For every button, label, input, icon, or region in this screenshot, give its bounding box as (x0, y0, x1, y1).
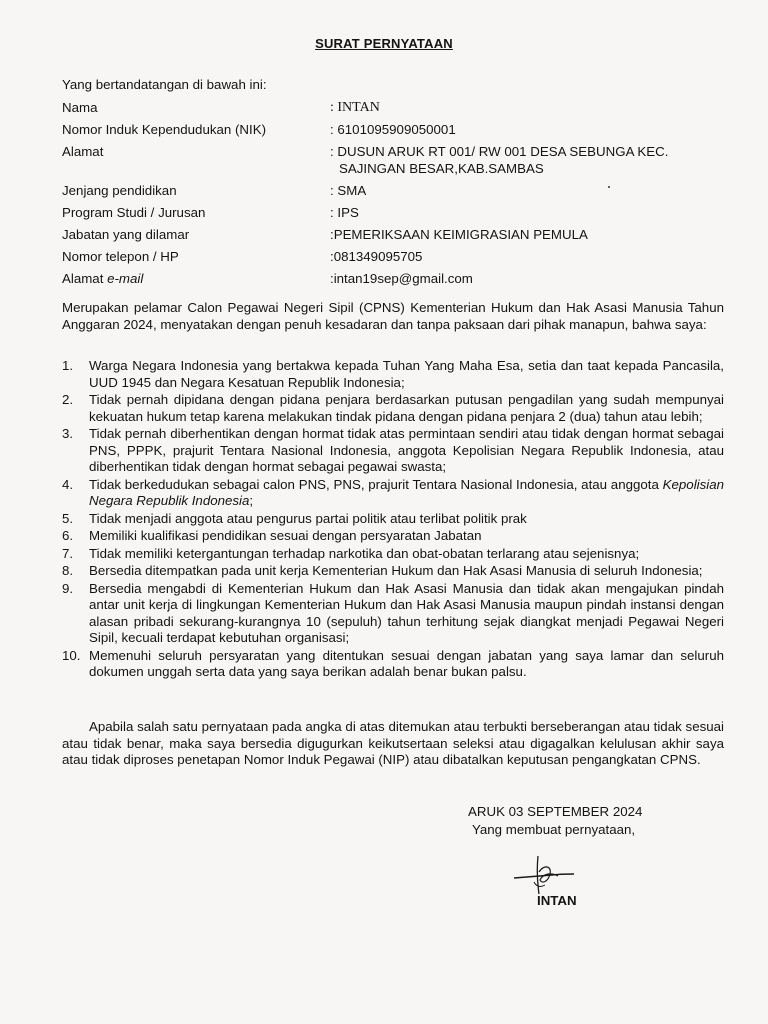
list-item-text-main: Bersedia mengabdi di Kementerian Hukum dan Hak Asasi Manusia dan tidak akan mengajukan pindah antar unit kerja di lingkungan Kementerian Hukum dan Hak Asasi Manusia maupun pindah instansi dengan alasan pribadi sekurang-kurangnya 10 (sepuluh) tahun terhitung sejak diangkat menjadi Pegawai Negeri Sipil, kecuali terdapat kebutuhan organisasi; (89, 580, 724, 645)
field-value: : IPS (330, 205, 359, 220)
maker-label: Yang membuat pernyataan, (472, 822, 636, 837)
list-item-text-main: Memiliki kualifikasi pendidikan sesuai dengan persyaratan Jabatan (89, 528, 482, 543)
statement-paragraph: Merupakan pelamar Calon Pegawai Negeri Sipil (CPNS) Kementerian Hukum dan Hak Asasi Manusia Tahun Anggaran 2024, menyatakan dengan penuh kesadaran dan tanpa paksaan dari pihak manapun, bahwa saya: (62, 300, 724, 332)
list-item (62, 392, 724, 425)
field-value: :081349095705 (330, 249, 423, 264)
closing-paragraph: Apabila salah satu pernyataan pada angka di atas ditemukan atau terbukti berseberangan atau tidak sesuai atau tidak benar, maka saya bersedia digugurkan keikutsertaan seleksi atau digagalkan kelulusan akhir saya atau tidak diproses penetapan Nomor Induk Pegawai (NIP) atau dibatalkan keputusan pengangkatan CPNS. (62, 719, 724, 767)
list-item (62, 358, 724, 391)
list-item-text-main: Tidak memiliki ketergantungan terhadap narkotika dan obat-obatan terlarang atau sejenisnya; (89, 545, 640, 561)
list-item-number: 8. (62, 563, 74, 578)
list-item-text-main: Tidak pernah diberhentikan dengan hormat tidak atas permintaan sendiri atau tidak dengan hormat sebagai PNS, PPPK, prajurit Tentara Nasional Indonesia, anggota Kepolisian Negara Republik Indonesia, atau diberhentikan tidak dengan hormat sebagai pegawai swasta; (89, 426, 724, 474)
list-item-text (89, 426, 724, 476)
list-item (62, 511, 724, 528)
list-item-text-main: Tidak berkedudukan sebagai calon PNS, PNS, prajurit Tentara Nasional Indonesia, atau anggota (89, 476, 663, 492)
list-item-text (89, 546, 724, 563)
list-item-text (89, 648, 724, 681)
field-label: Nomor Induk Kependudukan (NIK) (62, 122, 266, 137)
field-value: : SMA (330, 183, 367, 198)
list-item-text (89, 528, 724, 545)
list-item-number: 4. (62, 476, 74, 492)
list-item-text (89, 358, 724, 391)
field-telepon (62, 248, 722, 265)
field-jenjang (62, 182, 722, 199)
field-label: Jenjang pendidikan (62, 183, 177, 198)
place-date: ARUK 03 SEPTEMBER 2024 (468, 804, 643, 819)
list-item-number: 9. (62, 580, 74, 596)
list-item-text (89, 511, 724, 528)
list-item-text-main: Tidak pernah dipidana dengan pidana penjara berdasarkan putusan pengadilan yang sudah mempunyai kekuatan hukum tetap karena melakukan tindak pidana dengan pidana penjara 2 (dua) tahun atau lebih; (89, 392, 724, 424)
list-item-text-main: Memenuhi seluruh persyaratan yang ditentukan sesuai dengan jabatan yang saya lamar dan seluruh dokumen unggah serta data yang saya berikan adalah benar bukan palsu. (89, 647, 724, 679)
field-email (62, 270, 722, 287)
list-item-text (89, 477, 724, 510)
field-value: : 6101095909050001 (330, 122, 456, 137)
list-item-number: 2. (62, 392, 74, 407)
intro-text: Yang bertandatangan di bawah ini: (62, 77, 267, 92)
list-item-text-main: Bersedia ditempatkan pada unit kerja Kementerian Hukum dan Hak Asasi Manusia di seluruh Indonesia; (89, 563, 703, 578)
field-alamat (62, 143, 722, 177)
field-label: Alamat (62, 144, 104, 159)
identity-fields (62, 99, 722, 292)
field-value: : INTAN (330, 100, 380, 115)
list-item-number: 5. (62, 510, 74, 526)
field-value: :PEMERIKSAAN KEIMIGRASIAN PEMULA (330, 227, 588, 242)
email-label-prefix: Alamat (62, 271, 108, 286)
list-item-text-suffix: ; (249, 493, 254, 508)
field-label: Nomor telepon / HP (62, 249, 179, 264)
list-item (62, 563, 724, 580)
email-label-italic: e-mail (107, 271, 144, 286)
list-item-number: 7. (62, 545, 74, 561)
list-item-text-main: Warga Negara Indonesia yang bertakwa kepada Tuhan Yang Maha Esa, setia dan taat kepada Pancasila, UUD 1945 dan Negara Kesatuan Republik Indonesia; (89, 358, 724, 390)
list-item (62, 528, 724, 545)
field-jabatan (62, 226, 722, 243)
signature-image (512, 852, 576, 896)
field-label (62, 270, 330, 287)
field-value: :intan19sep@gmail.com (330, 271, 473, 286)
field-prodi (62, 204, 722, 221)
list-item-text (89, 581, 724, 647)
list-item (62, 648, 724, 681)
list-item-number: 3. (62, 426, 74, 441)
list-item (62, 546, 724, 563)
field-label: Jabatan yang dilamar (62, 227, 190, 242)
address-line-2: SAJINGAN BESAR,KAB.SAMBAS (339, 161, 544, 176)
statement-list (62, 358, 724, 682)
list-item-number: 10. (62, 647, 81, 663)
list-item-text (89, 563, 724, 580)
signer-name: INTAN (537, 893, 577, 908)
list-item (62, 426, 724, 476)
list-item-text-main: Tidak menjadi anggota atau pengurus partai politik atau terlibat politik prak (89, 510, 527, 526)
list-item (62, 581, 724, 647)
list-item-number: 1. (62, 358, 74, 373)
list-item-number: 6. (62, 528, 74, 543)
list-item (62, 477, 724, 510)
address-line-1: : DUSUN ARUK RT 001/ RW 001 DESA SEBUNGA KEC. (330, 144, 669, 159)
field-nama (62, 99, 722, 116)
document-title: SURAT PERNYATAAN (315, 36, 453, 51)
field-nik (62, 121, 722, 138)
field-value (330, 143, 722, 177)
speck-mark (608, 186, 610, 188)
field-label: Program Studi / Jurusan (62, 205, 206, 220)
field-label: Nama (62, 100, 98, 115)
list-item-text-italic: Kepolisian Negara Republik Indonesia (89, 476, 724, 508)
list-item-text (89, 392, 724, 425)
